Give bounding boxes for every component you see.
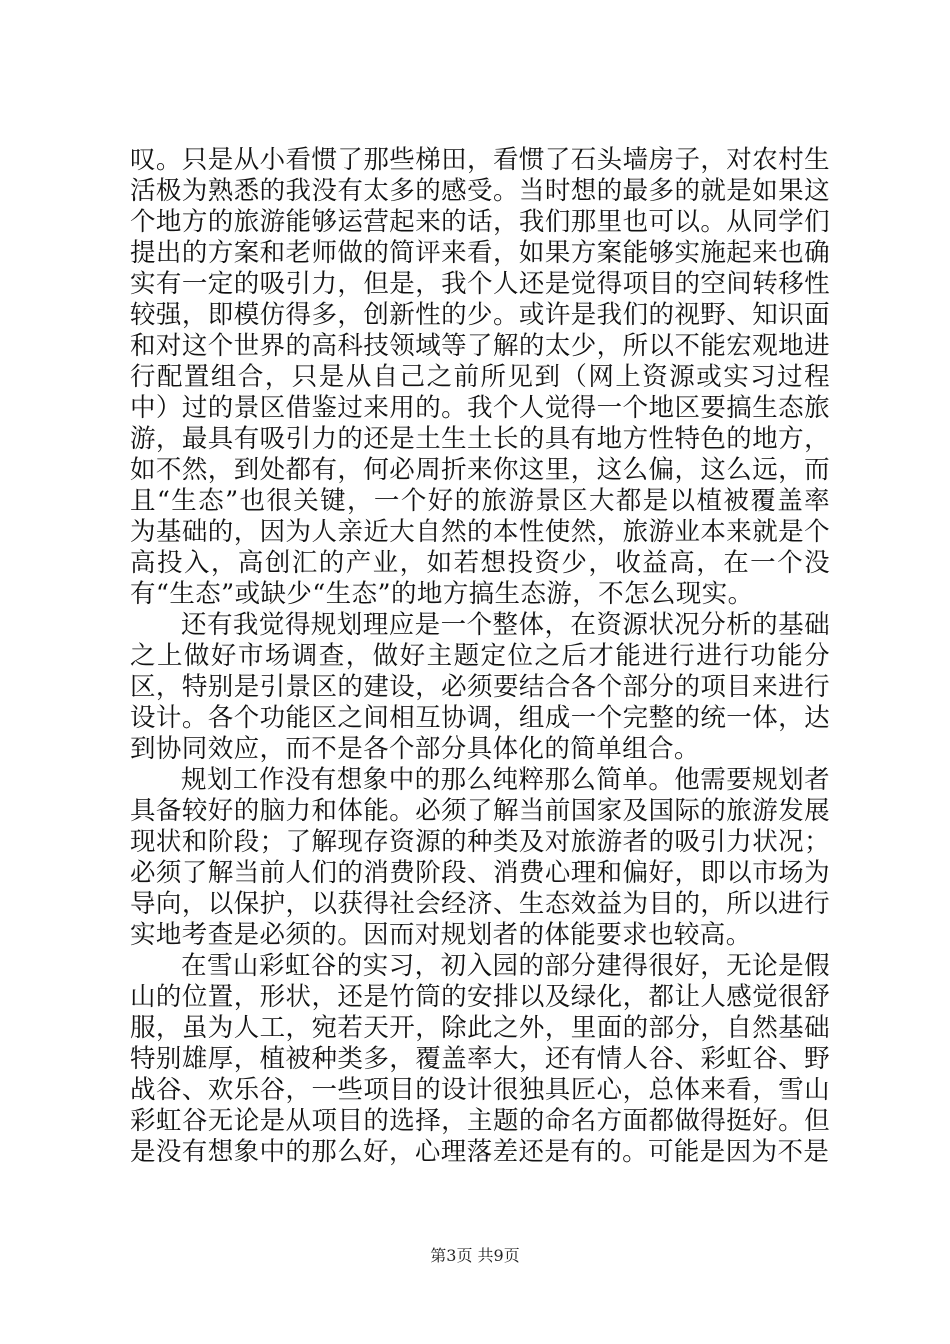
document-body xyxy=(130,145,830,1168)
page-number-footer: 第3页 共9页 xyxy=(430,1246,520,1265)
paragraph-planning-work: 规划工作没有想象中的那么纯粹那么简单。他需要规划者具备较好的脑力和体能。必须了解当前国家及国际的旅游发展现状和阶段；了解现存资源的种类及对旅游者的吸引力状况；必须了解当前人们的消费阶段、消费心理和偏好，即以市场为导向，以保护，以获得社会经济、生态效益为目的，所以进行实地考查是必须的。因而对规划者的体能要求也较高。 xyxy=(130,765,830,950)
paragraph-planning-whole: 还有我觉得规划理应是一个整体，在资源状况分析的基础之上做好市场调查，做好主题定位之后才能进行进行功能分区，特别是引景区的建设，必须要结合各个部分的项目来进行设计。各个功能区之间相互协调，组成一个完整的统一体，达到协同效应，而不是各个部分具体化的简单组合。 xyxy=(130,610,830,764)
paragraph-rainbow-valley: 在雪山彩虹谷的实习，初入园的部分建得很好，无论是假山的位置，形状，还是竹筒的安排以及绿化，都让人感觉很舒服，虽为人工，宛若天开，除此之外，里面的部分，自然基础特别雄厚，植被种类多，覆盖率大，还有情人谷、彩虹谷、野战谷、欢乐谷，一些项目的设计很独具匠心，总体来看，雪山彩虹谷无论是从项目的选择，主题的命名方面都做得挺好。但是没有想象中的那么好，心理落差还是有的。可能是因为不是 xyxy=(130,951,830,1167)
paragraph-continued: 叹。只是从小看惯了那些梯田，看惯了石头墙房子，对农村生活极为熟悉的我没有太多的感受。当时想的最多的就是如果这个地方的旅游能够运营起来的话，我们那里也可以。从同学们提出的方案和老师做的简评来看，如果方案能够实施起来也确实有一定的吸引力，但是，我个人还是觉得项目的空间转移性较强，即模仿得多，创新性的少。或许是我们的视野、知识面和对这个世界的高科技领域等了解的太少，所以不能宏观地进行配置组合，只是从自己之前所见到（网上资源或实习过程中）过的景区借鉴过来用的。我个人觉得一个地区要搞生态旅游，最具有吸引力的还是土生土长的具有地方性特色的地方，如不然，到处都有，何必周折来你这里，这么偏，这么远，而且“生态”也很关键，一个好的旅游景区大都是以植被覆盖率为基础的，因为人亲近大自然的本性使然，旅游业本来就是个高投入，高创汇的产业，如若想投资少，收益高，在一个没有“生态”或缺少“生态”的地方搞生态游，不怎么现实。 xyxy=(130,145,830,609)
